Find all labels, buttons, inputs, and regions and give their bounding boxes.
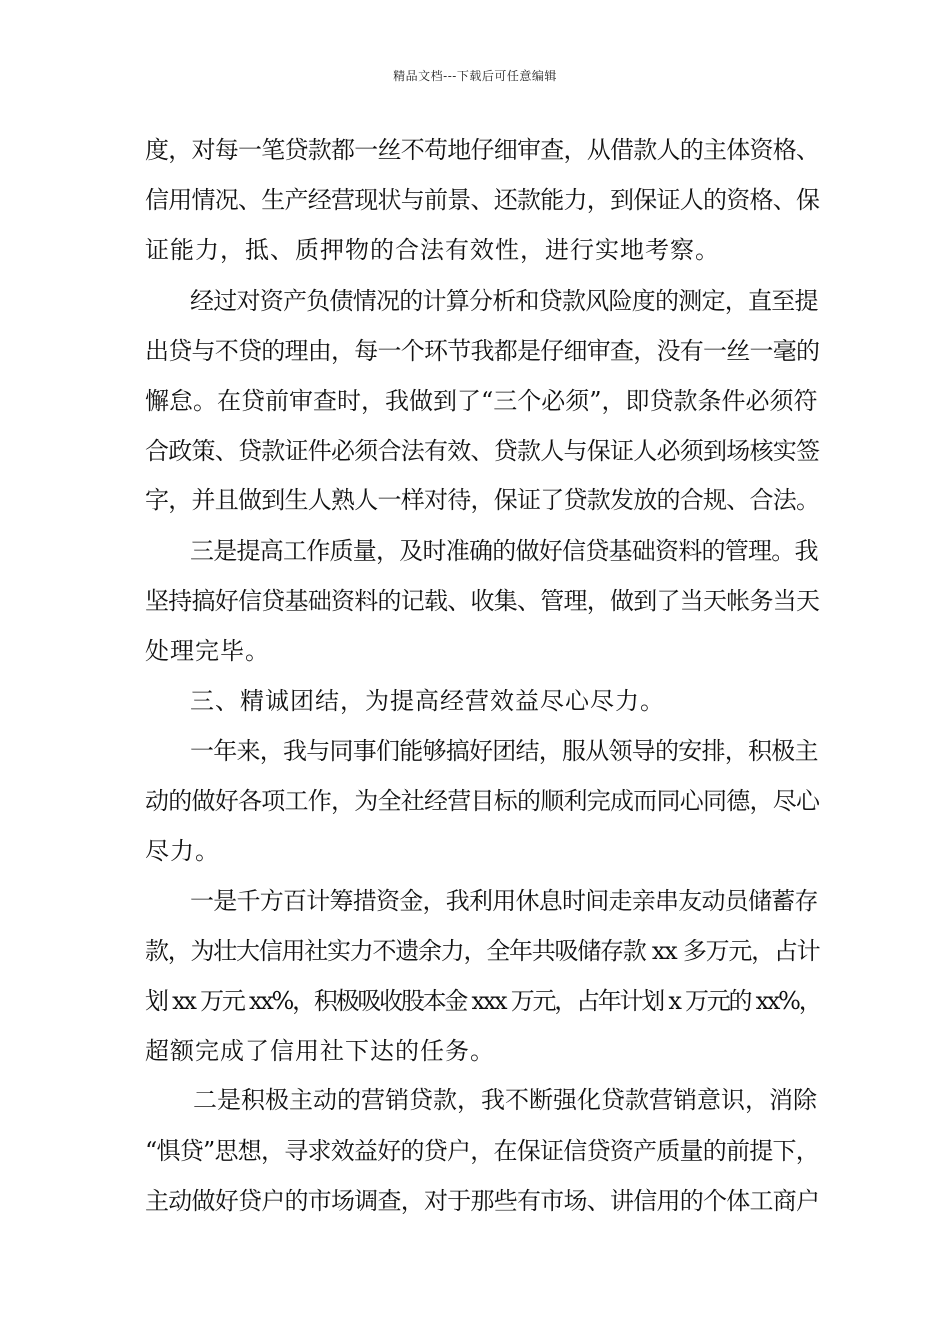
text-line: 款，为壮大信用社实力不遗余力，全年共吸储存款 xx 多万元，占计	[145, 937, 820, 965]
text-line: 合政策、贷款证件必须合法有效、贷款人与保证人必须到场核实签	[145, 437, 820, 465]
text-line: 出贷与不贷的理由，每一个环节我都是仔细审查，没有一丝一毫的	[145, 337, 820, 365]
text-line: 主动做好贷户的市场调查，对于那些有市场、讲信用的个体工商户	[145, 1187, 820, 1215]
text-line: 证能力，抵、质押物的合法有效性，进行实地考察。	[145, 236, 720, 264]
text-line: 超额完成了信用社下达的任务。	[145, 1037, 495, 1065]
text-line: 坚持搞好信贷基础资料的记载、收集、管理，做到了当天帐务当天	[145, 587, 820, 615]
paragraph-start-line: 经过对资产负债情况的计算分析和贷款风险度的测定，直至提	[190, 287, 818, 315]
text-line: 动的做好各项工作，为全社经营目标的顺利完成而同心同德，尽心	[145, 787, 820, 815]
text-line: 处理完毕。	[145, 637, 270, 665]
paragraph-start-line: 三是提高工作质量，及时准确的做好信贷基础资料的管理。我	[190, 537, 818, 565]
paragraph-start-line: 一是千方百计筹措资金，我利用休息时间走亲串友动员储蓄存	[190, 887, 818, 915]
text-line: 信用情况、生产经营现状与前景、还款能力，到保证人的资格、保	[145, 186, 820, 214]
text-line: 尽力。	[145, 837, 220, 865]
paragraph-start-line: 二是积极主动的营销贷款，我不断强化贷款营销意识，消除	[193, 1086, 817, 1114]
paragraph-start-line: 一年来，我与同事们能够搞好团结，服从领导的安排，积极主	[190, 737, 818, 765]
text-line: 度，对每一笔贷款都一丝不苟地仔细审查，从借款人的主体资格、	[145, 136, 820, 164]
text-line: “惧贷”思想，寻求效益好的贷户，在保证信贷资产质量的前提下，	[145, 1137, 820, 1165]
text-line: 字，并且做到生人熟人一样对待，保证了贷款发放的合规、合法。	[145, 486, 820, 514]
text-line: 懈怠。在贷前审查时，我做到了“三个必须”，即贷款条件必须符	[145, 387, 818, 415]
section-heading: 三、精诚团结，为提高经营效益尽心尽力。	[190, 687, 665, 715]
page-header: 精品文档---下载后可任意编辑	[393, 69, 557, 83]
text-line: 划 xx 万元 xx%，积极吸收股本金 xxx 万元，占年计划 x 万元的 xx%，	[145, 987, 821, 1015]
